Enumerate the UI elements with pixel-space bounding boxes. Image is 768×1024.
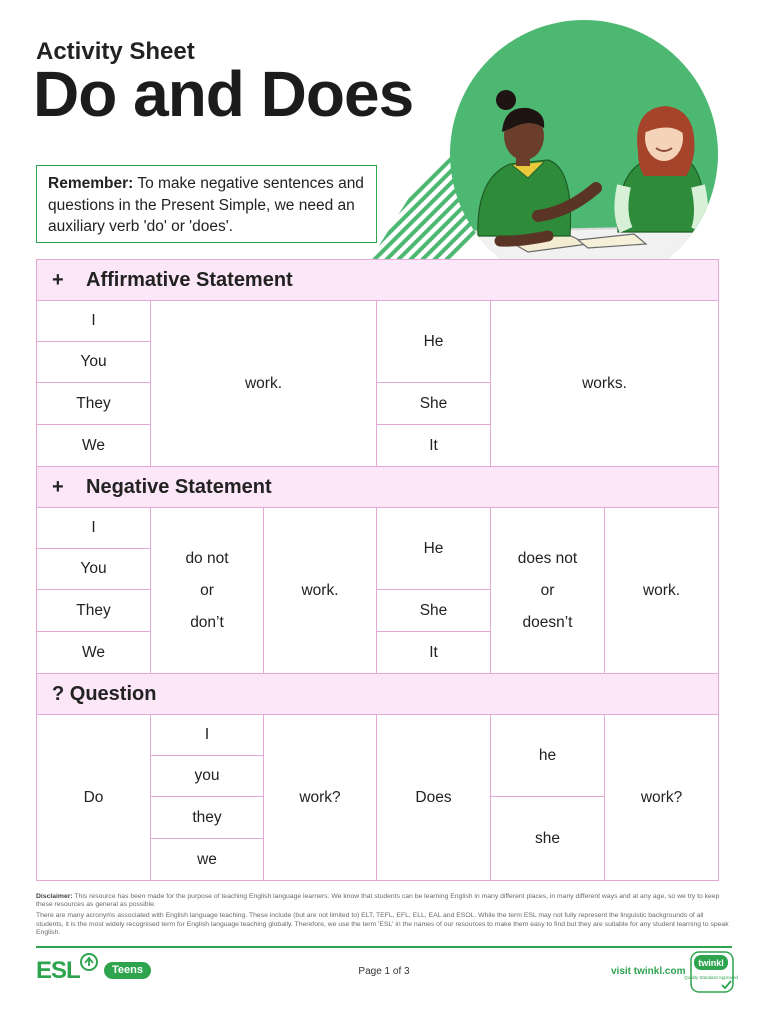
pronoun-cell: he [491, 715, 605, 797]
pronoun-cell: I [37, 301, 151, 342]
two-students-talking-illustration [448, 36, 720, 288]
pronoun-cell: It [377, 425, 491, 467]
auxiliary-contraction: don’t [190, 613, 224, 631]
verb-cell: works. [491, 301, 719, 467]
page-title: Do and Does [33, 58, 414, 130]
auxiliary-cell: Does [377, 715, 491, 881]
pronoun-cell: She [377, 383, 491, 425]
disclaimer-acronyms-text: There are many acronyms associated with English language teaching. These include (but are not limited to) ELT, TEFL, EFL, ELL, EAL and ESOL. While the term ESL may not fully represent the linguistic backgrounds of all students, it is the most widely recognised term for English language teaching globally. Therefore, we use the term 'ESL' in the names of our resources to make them easy to find but they are suitable for any student learning to speak English. [36, 912, 729, 936]
pronoun-cell: They [37, 383, 151, 425]
auxiliary-cell [491, 508, 605, 674]
auxiliary-contraction: doesn’t [522, 613, 573, 631]
twinkl-quality-badge-icon [684, 951, 738, 993]
pronoun-cell: He [377, 301, 491, 383]
verb-cell: work. [151, 301, 377, 467]
affirmative-heading [37, 260, 719, 301]
pronoun-cell: It [377, 632, 491, 674]
remember-label: Remember: [48, 175, 134, 192]
question-heading: ? Question [37, 674, 719, 715]
pronoun-cell: You [37, 342, 151, 383]
auxiliary-full: do not [185, 549, 229, 567]
auxiliary-cell: Do [37, 715, 151, 881]
badge-caption: Quality Standard Approved [684, 975, 738, 980]
page-number: Page 1 of 3 [358, 966, 410, 977]
negative-heading [37, 467, 719, 508]
esl-logo: ESL [36, 957, 80, 984]
auxiliary-or: or [540, 581, 555, 599]
pronoun-cell: I [151, 715, 264, 756]
pronoun-cell: We [37, 632, 151, 674]
affirmative-heading-text: Affirmative Statement [86, 268, 293, 291]
pronoun-cell: He [377, 508, 491, 590]
remember-text: To make negative sentences and questions in the Present Simple, we need an auxiliary verb 'do' or 'does'. [48, 175, 364, 235]
verb-cell: work. [264, 508, 377, 674]
pronoun-cell: You [37, 549, 151, 590]
pronoun-cell: We [37, 425, 151, 467]
auxiliary-full: does not [517, 549, 578, 567]
activity-sheet-subtitle: Activity Sheet [36, 38, 195, 65]
plus-symbol: + [52, 268, 64, 291]
auxiliary-or: or [200, 581, 214, 599]
teens-badge: Teens [104, 962, 151, 979]
disclaimer-label: Disclaimer: [36, 893, 73, 900]
pronoun-cell: you [151, 756, 264, 797]
remember-note [36, 165, 377, 243]
footer-divider [36, 946, 732, 948]
negative-table [36, 466, 719, 674]
pronoun-cell: she [491, 797, 605, 881]
verb-cell: work? [605, 715, 719, 881]
pronoun-cell: I [37, 508, 151, 549]
auxiliary-cell [151, 508, 264, 674]
disclaimer [36, 893, 732, 937]
question-table [36, 673, 719, 881]
pronoun-cell: they [151, 797, 264, 839]
affirmative-table [36, 259, 719, 467]
visit-link[interactable]: visit twinkl.com [611, 966, 686, 977]
pronoun-cell: we [151, 839, 264, 881]
verb-cell: work? [264, 715, 377, 881]
negative-heading-text: Negative Statement [86, 475, 272, 498]
plus-symbol: + [52, 475, 64, 498]
badge-word: twinkl [698, 958, 724, 968]
pronoun-cell: They [37, 590, 151, 632]
disclaimer-text: This resource has been made for the purpose of teaching English language learners. We know that students can be learning English in many different places, in many different ways and at any age, so we try to keep these resources as general as possible. [36, 893, 720, 909]
pronoun-cell: She [377, 590, 491, 632]
verb-cell: work. [605, 508, 719, 674]
